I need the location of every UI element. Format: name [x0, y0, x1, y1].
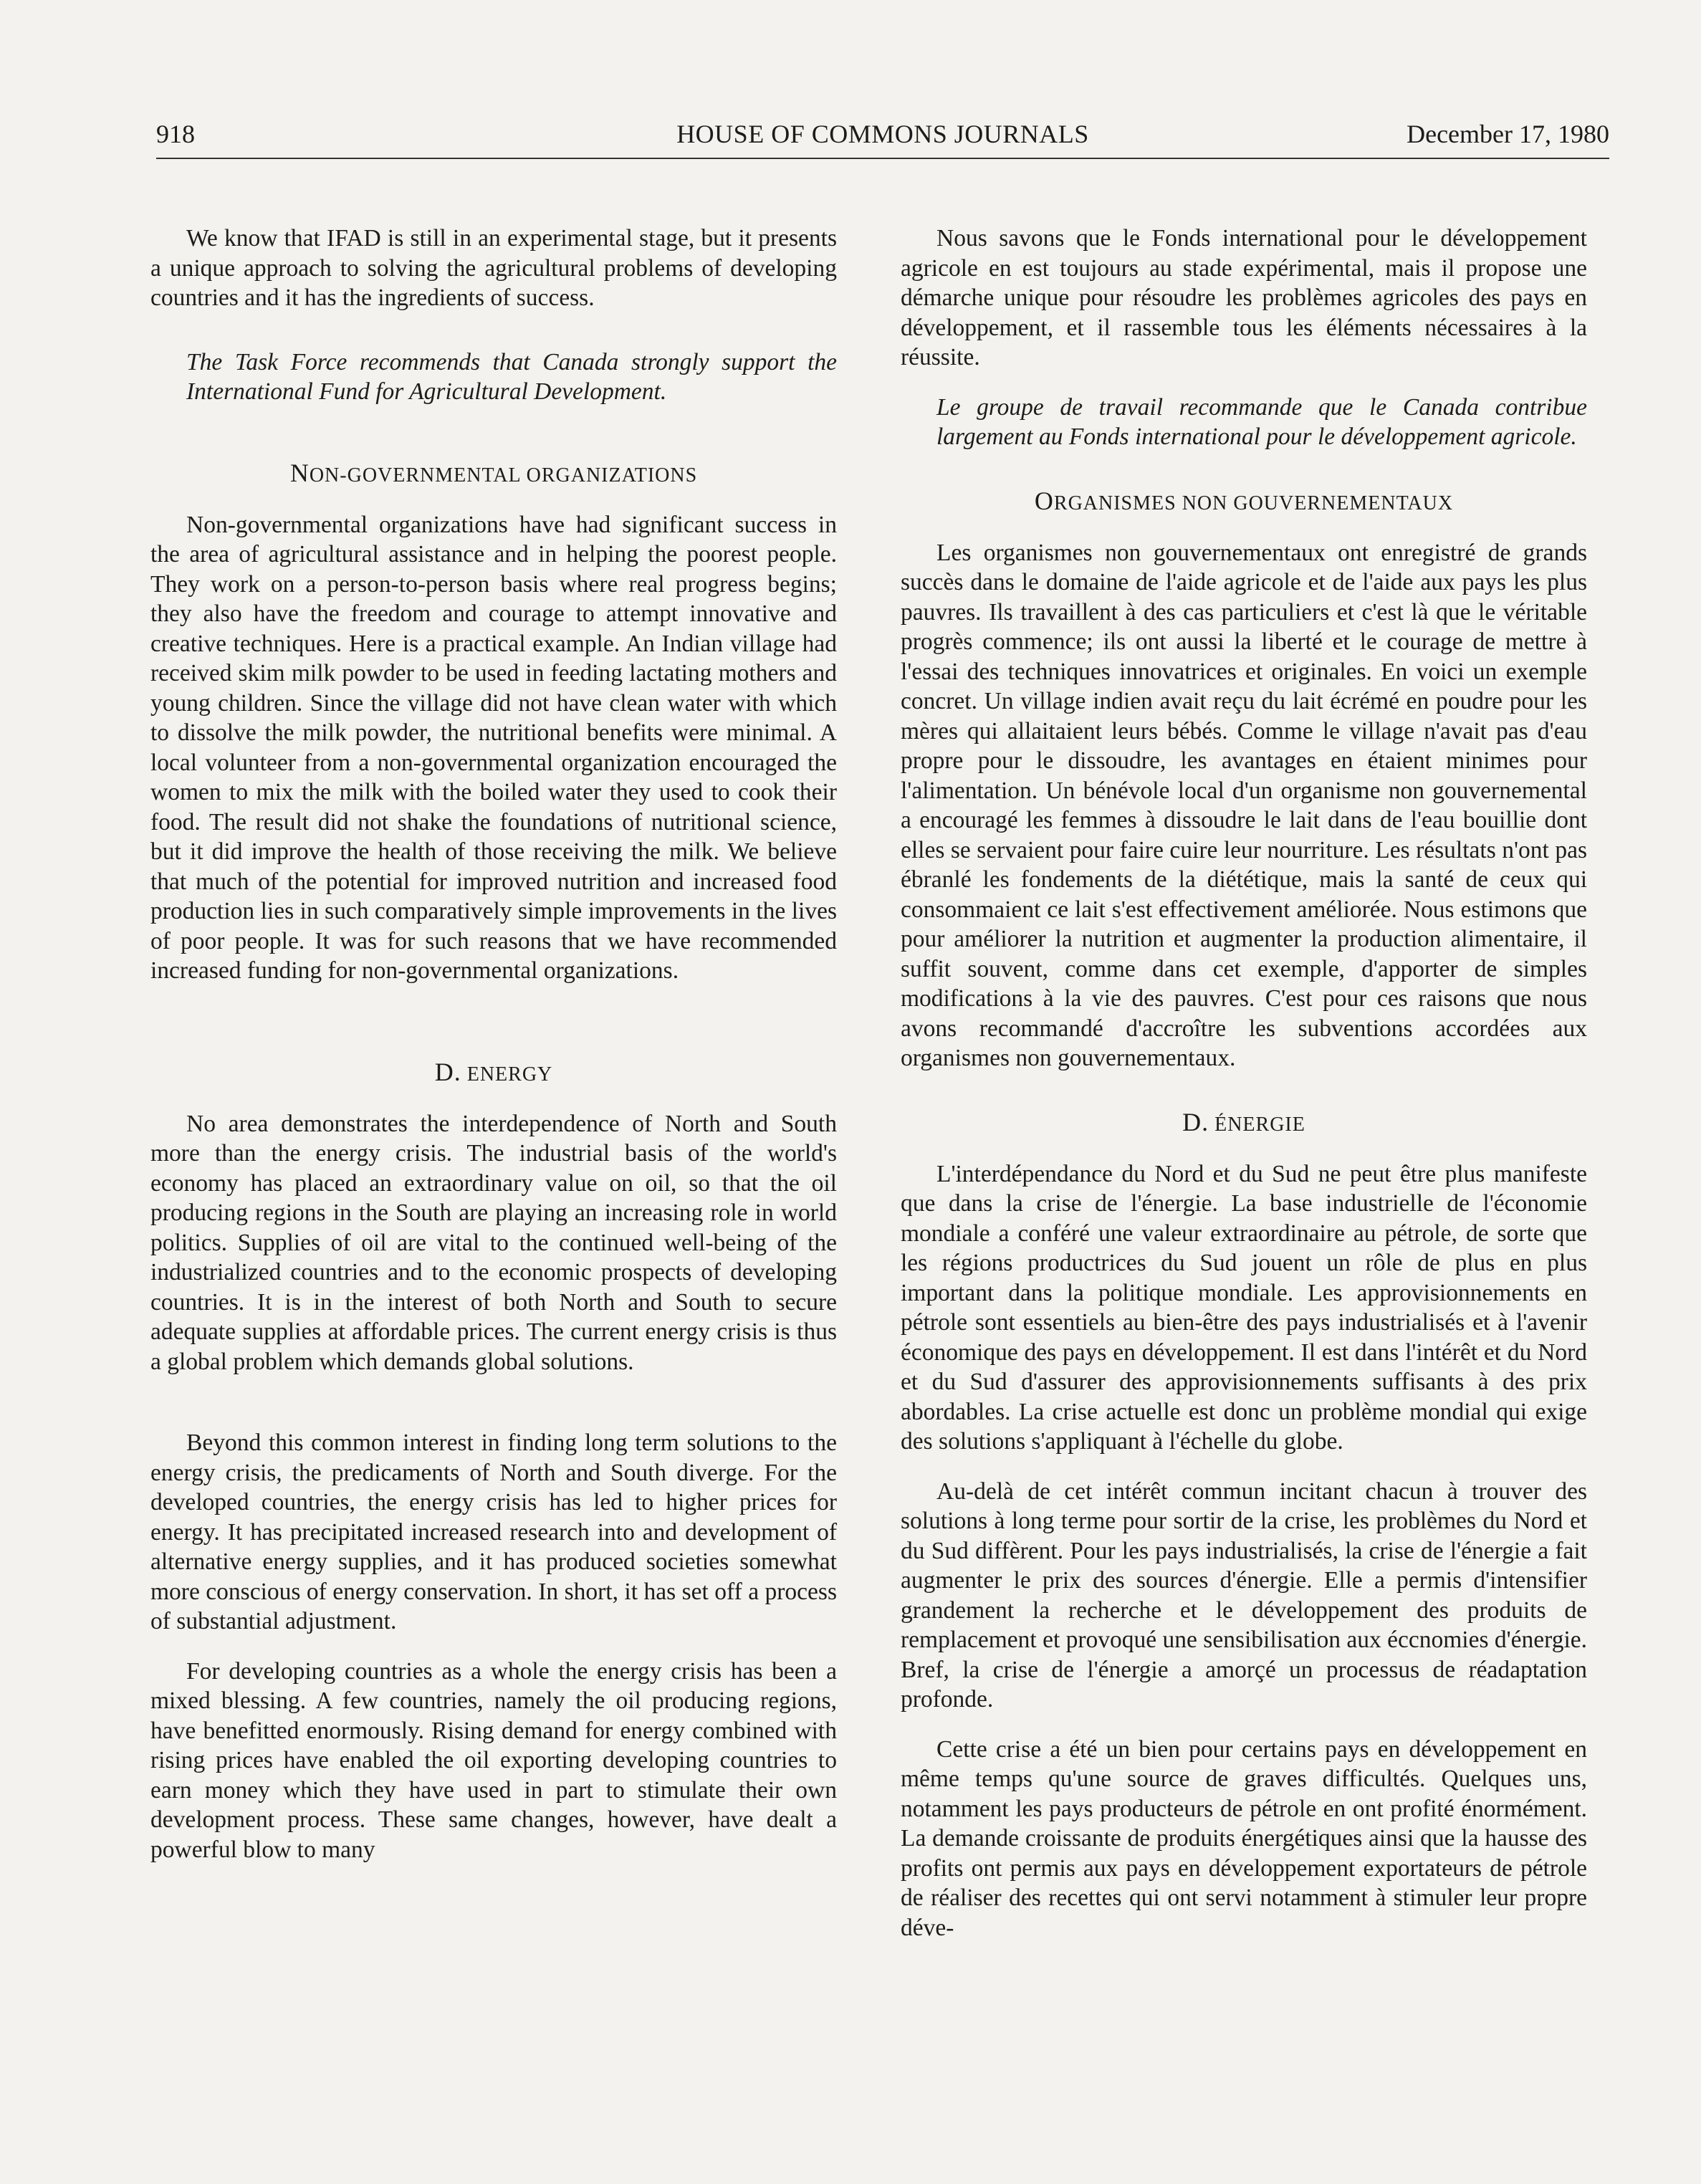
paragraph-ifad: We know that IFAD is still in an experimental stage, but it presents a unique approach to solving the agricultural problems of developing countries and it has the ingredients of success.	[150, 225, 837, 311]
english-column	[150, 224, 837, 1864]
paragraph-energy-2: Beyond this common interest in finding long term solutions to the energy crisis, the predicaments of North and South diverge. For the developed countries, the energy crisis has led to higher prices for energy. It has precipitated increased research into and development of alternative energy supplies, and it has produced societies somewhat more conscious of energy conservation. In short, it has set off a process of substantial adjustment.	[150, 1429, 837, 1634]
paragraph-ngo-fr: Les organismes non gouvernementaux ont enregistré de grands succès dans le domaine de l'aide agricole et de l'aide aux pays les plus pauvres. Ils travaillent à des cas particuliers et c'est là que le véritable progrès commence; ils ont aussi la liberté et le courage de mettre à l'essai des techniques innovatrices et originales. En voici un exemple concret. Un village indien avait reçu du lait écrémé en poudre pour les mères qui allaitaient leurs bébés. Comme le village n'avait pas d'eau propre pour le dissoudre, les avantages en étaient minimes pour l'alimentation. Un bénévole local d'un organisme non gouvernemental a encouragé les femmes à dissoudre le lait dans de l'eau bouillie dont elles se servaient pour faire cuire leur nourriture. Les résultats n'ont pas ébranlé les fondements de la diététique, mais la santé de ceux qui consommaient ce lait s'est effectivement améliorée. Nous estimons que pour améliorer la nutrition et augmenter la production alimentaire, il suffit souvent, comme dans cet exemple, d'apporter de simples modifications à la vie des pauvres. C'est pour ces raisons que nous avons recommandé d'accroître les subventions accordées aux organismes non gouvernementaux.	[901, 539, 1587, 1071]
journal-title: HOUSE OF COMMONS JOURNALS	[676, 120, 1089, 148]
page-number: 918	[156, 120, 195, 148]
french-column	[901, 224, 1587, 1943]
header-date: December 17, 1980	[1407, 120, 1609, 148]
paragraph-energy-2-fr: Au-delà de cet intérêt commun incitant chacun à trouver des solutions à long terme pour sortir de la crise, les problèmes du Nord et du Sud diffèrent. Pour les pays industrialisés, la crise de l'énergie a fait augmenter le prix des sources d'énergie. Elle a permis d'intensifier grandement la recherche et le développement des produits de remplacement et provoqué une sensibilisation aux éccnomies d'énergie. Bref, la crise de l'énergie a amorçé un processus de réadaptation profonde.	[901, 1477, 1587, 1713]
section-heading-energy: D. ENERGY	[434, 1057, 553, 1086]
paragraph-energy-3: For developing countries as a whole the energy crisis has been a mixed blessing. A few countries, namely the oil producing regions, have benefitted enormously. Rising demand for energy combined with rising prices have enabled the oil exporting developing countries to earn money which they have used in part to stimulate their own development process. These same changes, however, have dealt a powerful blow to many	[150, 1657, 837, 1863]
paragraph-energy-1: No area demonstrates the interdependence of North and South more than the energy crisis. The industrial basis of the world's economy has placed an extraordinary value on oil, so that the oil producing regions in the South are playing an increasing role in world politics. Supplies of oil are vital to the continued well-being of the industrialized countries and to the economic prospects of developing countries. It is in the interest of both North and South to secure adequate supplies at affordable prices. The current energy crisis is thus a global problem which demands global solutions.	[150, 1110, 837, 1375]
page-header	[156, 115, 1609, 159]
paragraph-energy-3-fr: Cette crise a été un bien pour certains pays en développement en même temps qu'une source de graves difficultés. Quelques uns, notamment les pays producteurs de pétrole en ont profité énormément. La demande croissante de produits énergétiques ainsi que la hausse des profits ont permis aux pays en développement exportateurs de pétrole de réaliser des recettes qui ont servi notamment à stimuler leur propre déve-	[901, 1735, 1587, 1941]
section-heading-energy-fr: D. ÉNERGIE	[1182, 1107, 1305, 1136]
section-heading-ngo-fr: ORGANISMES NON GOUVERNEMENTAUX	[1034, 486, 1454, 515]
recommendation-ifad-fr: Le groupe de travail recommande que le Canada contribue largement au Fonds international pour le développement agricole.	[936, 393, 1587, 450]
section-heading-ngo: NON-GOVERNMENTAL ORGANIZATIONS	[289, 458, 698, 487]
recommendation-ifad: The Task Force recommends that Canada strongly support the International Fund for Agricultural Development.	[186, 348, 837, 405]
paragraph-ngo: Non-governmental organizations have had significant success in the area of agricultural assistance and in helping the poorest people. They work on a person-to-person basis where real progress begins; they also have the freedom and courage to attempt innovative and creative techniques. Here is a practical example. An Indian village had received skim milk powder to be used in feeding lactating mothers and young children. Since the village did not have clean water with which to dissolve the milk powder, the nutritional benefits were minimal. A local volunteer from a non-governmental organization encouraged the women to mix the milk with the boiled water they used to cook their food. The result did not shake the foundations of nutritional science, but it did improve the health of those receiving the milk. We believe that much of the potential for improved nutrition and increased food production lies in such comparatively simple improvements in the lives of poor people. It was for such reasons that we have recommended increased funding for non-governmental organizations.	[150, 511, 837, 984]
paragraph-ifad-fr: Nous savons que le Fonds international pour le développement agricole en est toujours au stade expérimental, mais il propose une démarche unique pour résoudre les problèmes agricoles des pays en développement, et il rassemble tous les éléments nécessaires à la réussite.	[901, 225, 1587, 370]
paragraph-energy-1-fr: L'interdépendance du Nord et du Sud ne peut être plus manifeste que dans la crise de l'énergie. La base industrielle de l'économie mondiale a conféré une valeur extraordinaire au pétrole, de sorte que les régions productrices du Sud jouent un rôle de plus en plus important dans la politique mondiale. Les approvisionnements en pétrole sont essentiels au bien-être des pays industrialisés et à l'avenir économique des pays en développement. Il est dans l'intérêt et du Nord et du Sud d'assurer des approvisionnements suffisants à des prix abordables. La crise actuelle est donc un problème mondial qui exige des solutions s'appliquant à l'échelle du globe.	[901, 1160, 1587, 1455]
